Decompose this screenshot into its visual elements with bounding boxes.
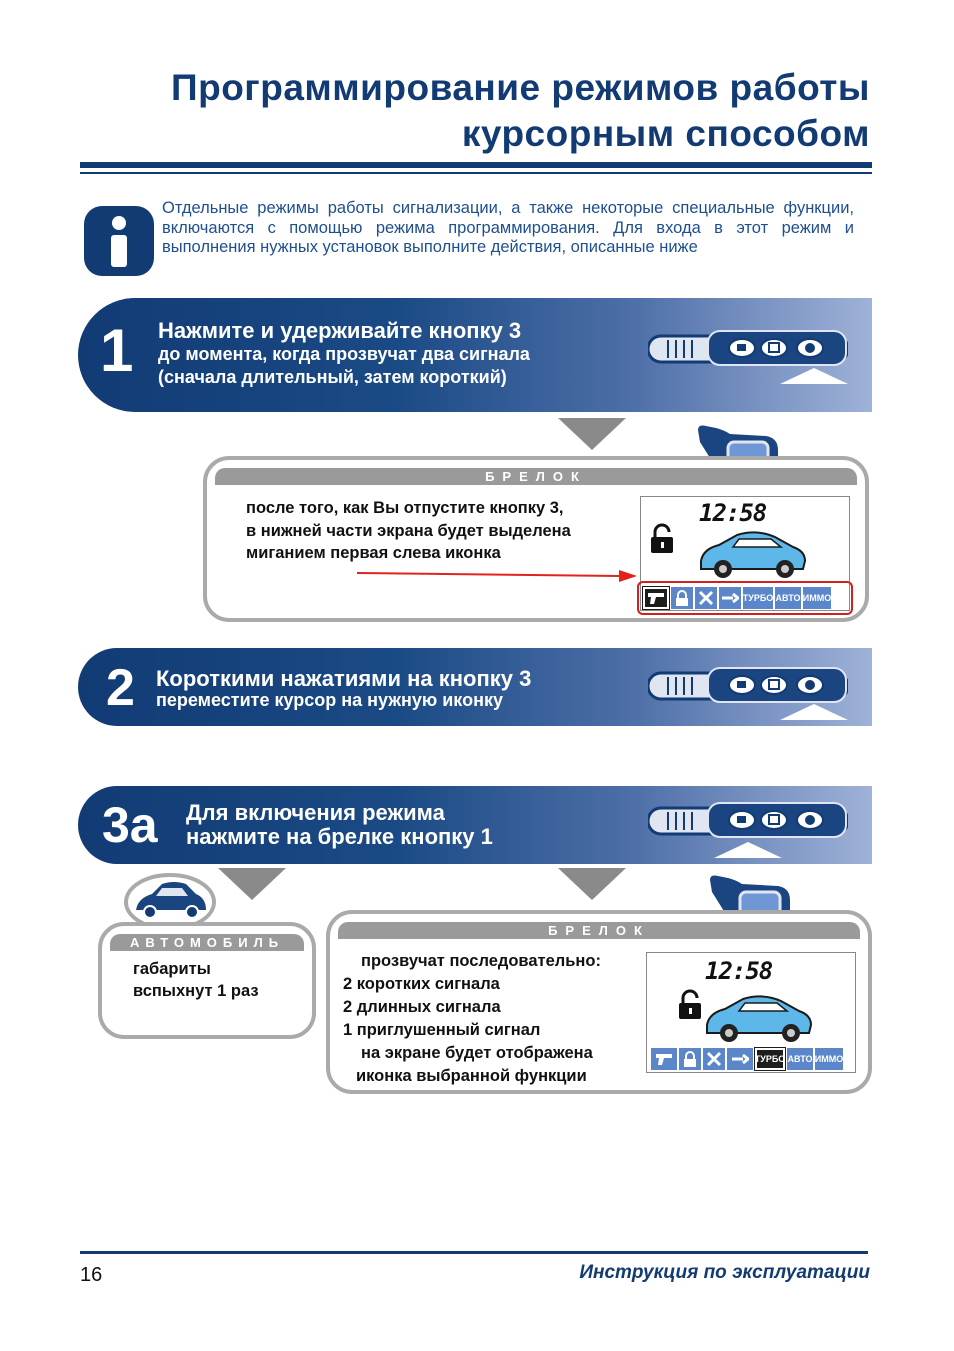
lock-icon xyxy=(649,523,675,555)
step2-number: 2 xyxy=(106,659,135,717)
button3-pointer xyxy=(780,704,848,720)
box1-line: после того, как Вы отпустите кнопку 3, xyxy=(246,499,564,517)
turbo-icon: ТУРБО xyxy=(743,587,773,609)
step1-number: 1 xyxy=(100,317,134,384)
wrench-icon xyxy=(727,1048,753,1070)
box2-line: 2 коротких сигнала xyxy=(343,975,500,993)
car-box xyxy=(98,922,316,1039)
pistol-icon xyxy=(643,587,669,609)
box1-header: БРЕЛОК xyxy=(215,468,857,485)
box1-line: в нижней части экрана будет выделена xyxy=(246,521,571,540)
step2-line1: Короткими нажатиями на кнопку 3 xyxy=(156,666,532,691)
lock-2-icon xyxy=(671,587,693,609)
immo-icon: ИММО xyxy=(815,1048,843,1070)
lcd-clock: 12:58 xyxy=(699,499,767,527)
lcd-icon-row-1 xyxy=(643,587,831,609)
step2-line2: переместите курсор на нужную иконку xyxy=(156,690,503,710)
lcd-screen-2 xyxy=(646,952,856,1073)
box2-line: на экране будет отображена xyxy=(361,1044,593,1062)
lock-2-icon xyxy=(679,1048,701,1070)
box2-header: БРЕЛОК xyxy=(338,922,860,939)
box2-line: прозвучат последовательно: xyxy=(361,952,601,970)
car-box-line1: габариты xyxy=(133,960,211,978)
keyfob-box-1 xyxy=(203,456,869,622)
step1-line2: до момента, когда прозвучат два сигнала xyxy=(158,344,530,364)
page-number: 16 xyxy=(80,1264,103,1286)
auto-icon: АВТО xyxy=(787,1048,813,1070)
footer-rule xyxy=(80,1251,868,1254)
auto-icon: АВТО xyxy=(775,587,801,609)
car-icon xyxy=(697,527,809,581)
arrow-down-2 xyxy=(558,868,626,900)
car-badge-icon xyxy=(124,870,216,930)
box2-line: 1 приглушенный сигнал xyxy=(343,1021,541,1039)
immo-icon: ИММО xyxy=(803,587,831,609)
car-box-line2: вспыхнут 1 раз xyxy=(133,982,259,1000)
arrow-down-car xyxy=(218,868,286,900)
box2-line: 2 длинных сигнала xyxy=(343,998,501,1016)
red-arrow xyxy=(357,564,637,584)
info-icon xyxy=(84,206,154,276)
car-icon xyxy=(703,991,815,1045)
lock-icon xyxy=(677,989,703,1021)
pistol-icon xyxy=(651,1048,677,1070)
page-title-line1: Программирование режимов работы xyxy=(171,67,870,108)
keyfob-icon xyxy=(648,665,848,703)
keyfob-box-2 xyxy=(326,910,872,1094)
title-rule-thin xyxy=(80,172,872,174)
wrench-icon xyxy=(719,587,741,609)
step3a-number: 3а xyxy=(102,797,158,853)
car-box-header: АВТОМОБИЛЬ xyxy=(110,934,304,951)
keyfob-icon xyxy=(648,328,848,366)
box1-text xyxy=(246,497,571,565)
step1-line1: Нажмите и удерживайте кнопку 3 xyxy=(158,318,522,343)
sound-off-icon xyxy=(695,587,717,609)
step3a-band xyxy=(78,786,872,864)
step3a-line1: Для включения режима xyxy=(186,800,445,825)
turbo-icon-selected: ТУРБО xyxy=(755,1048,785,1070)
step3a-line2: нажмите на брелке кнопку 1 xyxy=(186,824,493,849)
box1-line: миганием первая слева иконка xyxy=(246,544,501,562)
box2-line: иконка выбранной функции xyxy=(356,1067,587,1085)
intro-text: Отдельные режимы работы сигнализации, а также некоторые специальные функции, включаются с помощью режима программирования. Для входа в этот режим и выполнения нужных установок выполните действия, описанные ниже xyxy=(162,199,854,256)
step2-band xyxy=(78,648,872,726)
lcd-icon-row-2 xyxy=(651,1048,843,1070)
footer-title: Инструкция по эксплуатации xyxy=(579,1262,870,1283)
step1-band xyxy=(78,298,872,412)
button1-pointer xyxy=(714,842,782,858)
step1-line3: (сначала длительный, затем короткий) xyxy=(158,367,507,387)
arrow-down-1 xyxy=(558,418,626,450)
keyfob-icon xyxy=(648,800,848,838)
page-title-line2: курсорным способом xyxy=(461,113,870,154)
title-rule-thick xyxy=(80,162,872,168)
sound-off-icon xyxy=(703,1048,725,1070)
lcd-clock: 12:58 xyxy=(705,957,773,985)
button3-pointer xyxy=(780,368,848,384)
